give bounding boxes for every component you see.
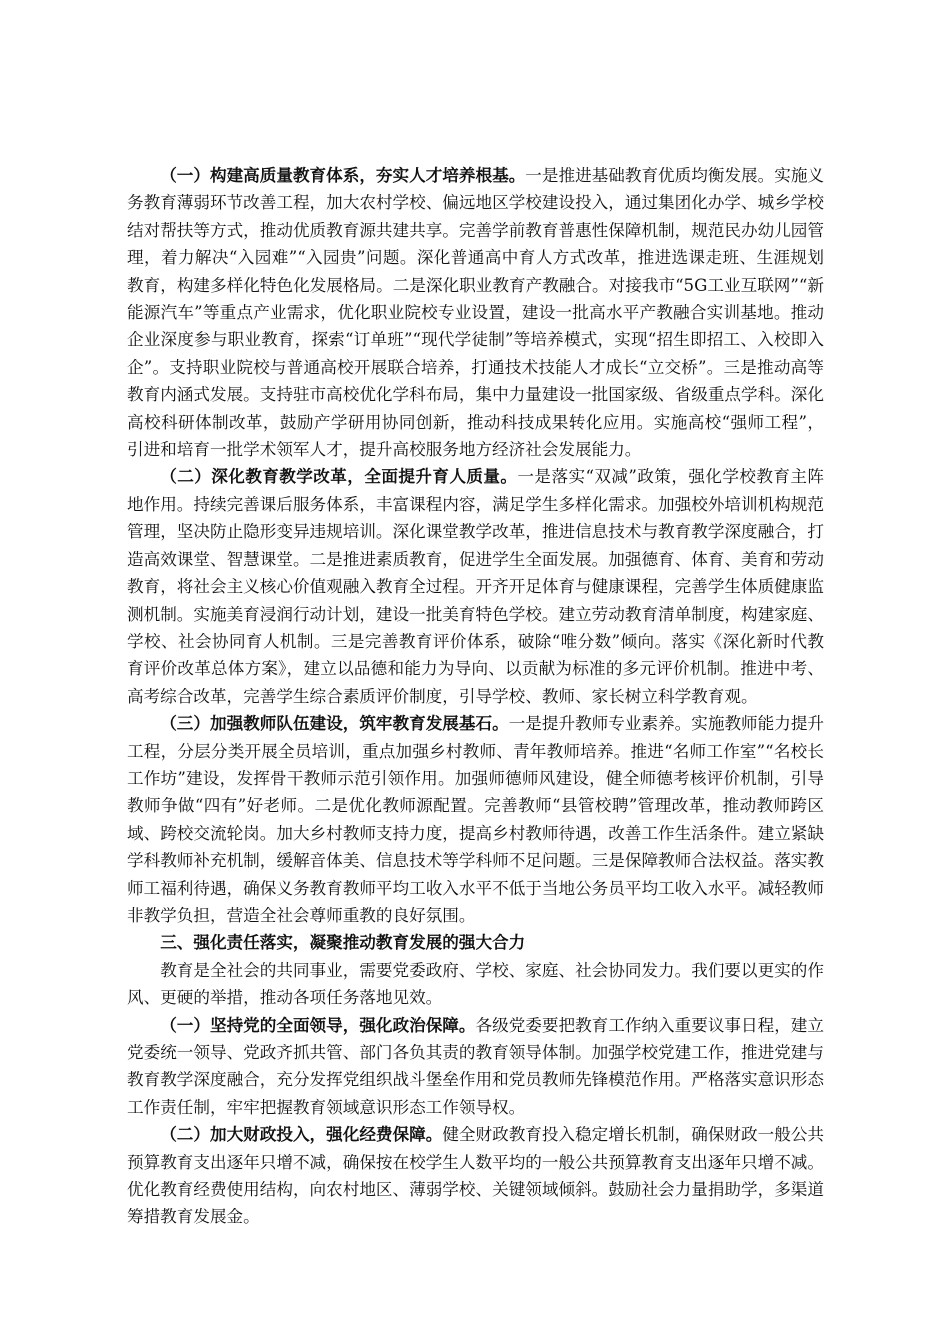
paragraph-5-lead: （二）加大财政投入，强化经费保障。 [160,1124,443,1145]
paragraph-4 [127,1012,824,1122]
paragraph-3-body: 一是提升教师专业素养。实施教师能力提升工程，分层分类开展全员培训，重点加强乡村教师、青年教师培养。推进“名师工作室”“名校长工作坊”建设，发挥骨干教师示范引领作用。加强师德师风建设，健全师德考核评价机制，引导教师争做“四有”好老师。二是优化教师源配置。完善教师“县管校聘”管理改革，推动教师跨区域、跨校交流轮岗。加大乡村教师支持力度，提高乡村教师待遇，改善工作生活条件。建立紧缺学科教师补充机制，缓解音体美、信息技术等学科师不足问题。三是保障教师合法权益。落实教师工福利待遇，确保义务教育教师平均工收入水平不低于当地公务员平均工收入水平。减轻教师非教学负担，营造全社会尊师重教的良好氛围。 [127,714,825,925]
paragraph-2-body: 一是落实“双减”政策，强化学校教育主阵地作用。持续完善课后服务体系，丰富课程内容，满足学生多样化需求。加强校外培训机构规范管理，坚决防止隐形变异违规培训。深化课堂教学改革，推进信息技术与教育教学深度融合，打造高效课堂、智慧课堂。二是推进素质教育，促进学生全面发展。加强德育、体育、美育和劳动教育，将社会主义核心价值观融入教育全过程。开齐开足体育与健康课程，完善学生体质健康监测机制。实施美育浸润行动计划，建设一批美育特色学校。建立劳动教育清单制度，构建家庭、学校、社会协同育人机制。三是完善教育评价体系，破除“唯分数”倾向。落实《深化新时代教育评价改革总体方案》，建立以品德和能力为导向、以贡献为标准的多元评价机制。推进中考、高考综合改革，完善学生综合素质评价制度，引导学校、教师、家长树立科学教育观。 [127,467,824,706]
paragraph-3 [127,710,824,929]
paragraph-1-lead: （一）构建高质量教育体系，夯实人才培养根基。 [160,165,526,185]
paragraph-1 [127,162,824,463]
paragraph-5 [127,1121,824,1231]
paragraph-5-body: 健全财政教育投入稳定增长机制，确保财政一般公共预算教育支出逐年只增不减，确保按在校学生人数平均的一般公共预算教育支出逐年只增不减。优化教育经费使用结构，向农村地区、薄弱学校、关键领域倾斜。鼓励社会力量捐助学，多渠道筹措教育发展金。 [127,1125,825,1227]
paragraph-4-body: 各级党委要把教育工作纳入重要议事日程，建立党委统一领导、党政齐抓共管、部门各负其责的教育领导体制。加强学校党建工作，推进党建与教育教学深度融合，充分发挥党组织战斗堡垒作用和党员教师先锋模范作用。严格落实意识形态工作责任制，牢牢把握教育领域意识形态工作领导权。 [127,1015,824,1117]
section-heading: 三、强化责任落实，凝聚推动教育发展的强大合力 [160,932,526,953]
section-intro: 教育是全社会的共同事业，需要党委政府、学校、家庭、社会协同发力。我们要以更实的作风、更硬的举措，推动各项任务落地见效。 [127,960,824,1008]
document-body [127,162,824,1231]
paragraph-2 [127,463,824,710]
paragraph-2-lead: （二）深化教育教学改革，全面提升育人质量。 [160,466,518,487]
paragraph-3-lead: （三）加强教师队伍建设，筑牢教育发展基石。 [160,713,509,734]
paragraph-1-body: 一是推进基础教育优质均衡发展。实施义务教育薄弱环节改善工程，加大农村学校、偏远地区学校建设投入，通过集团化办学、城乡学校结对帮扶等方式，推动优质教育源共建共享。完善学前教育普惠性保障机制，规范民办幼儿园管理，着力解决“入园难”“入园贵”问题。深化普通高中育人方式改革，推进选课走班、生涯规划教育，构建多样化特色化发展格局。二是深化职业教育产教融合。对接我市“5G工业互联网”“新能源汽车”等重点产业需求，优化职业院校专业设置，建设一批高水平产教融合实训基地。推动企业深度参与职业教育，探索“订单班”“现代学徒制”等培养模式，实现“招生即招工、入校即入企”。支持职业院校与普通高校开展联合培养，打通技术技能人才成长“立交桥”。三是推动高等教育内涵式发展。支持驻市高校优化学科布局，集中力量建设一批国家级、省级重点学科。深化高校科研体制改革，鼓励产学研用协同创新，推动科技成果转化应用。实施高校“强师工程”，引进和培育一批学术领军人才，提升高校服务地方经济社会发展能力。 [127,166,825,460]
paragraph-4-lead: （一）坚持党的全面领导，强化政治保障。 [160,1014,476,1035]
